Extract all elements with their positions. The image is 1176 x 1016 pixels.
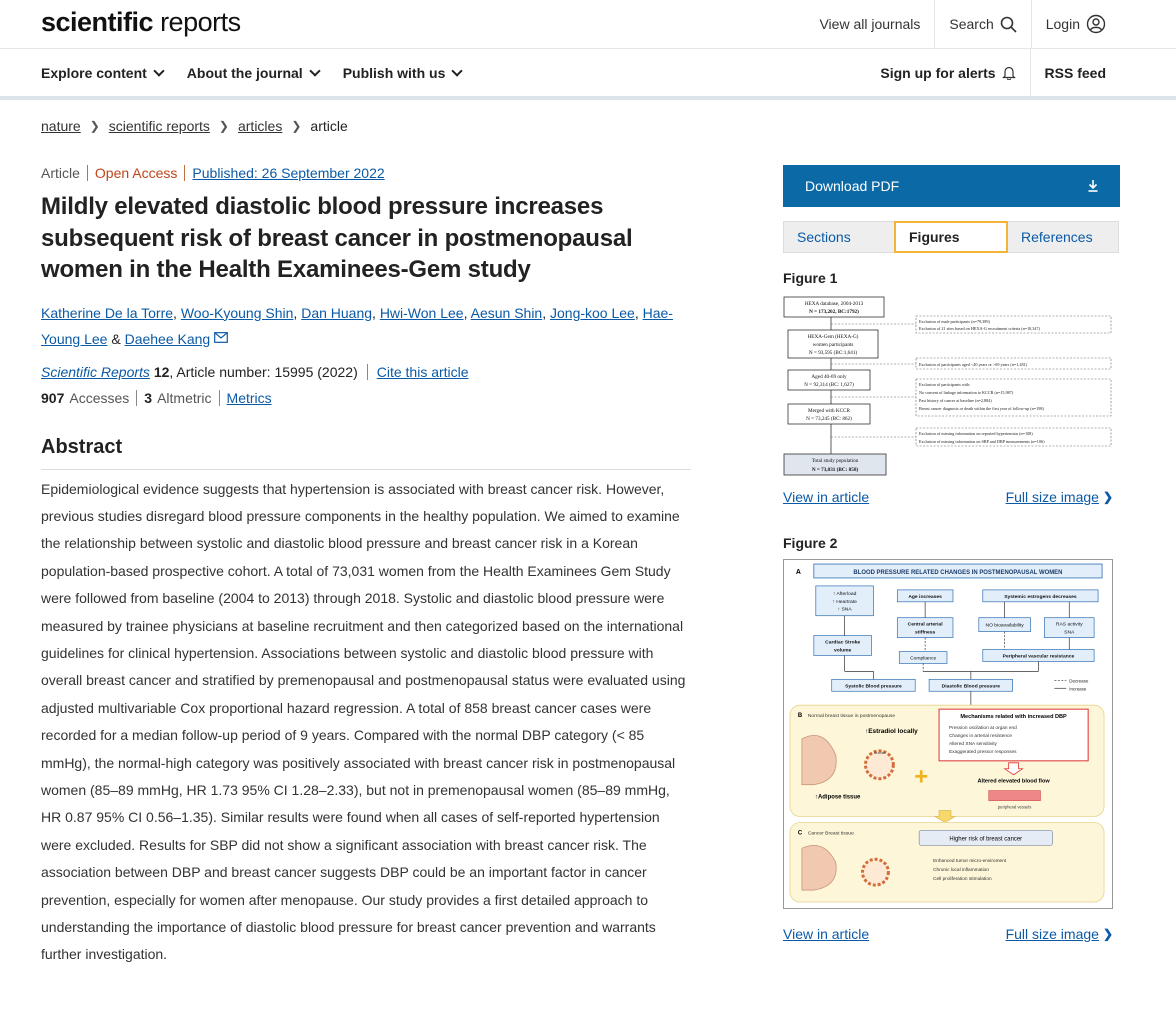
main-nav xyxy=(0,49,1176,100)
fig1-exclusion-text: Past history of cancer at baseline (n=2,884) xyxy=(919,398,992,403)
article-title: Mildly elevated diastolic blood pressure increases subsequent risk of breast cancer in postmenopausal women in the Health Examinees-Gem study xyxy=(41,193,633,283)
abstract-heading: Abstract xyxy=(41,436,691,470)
author-link[interactable]: Katherine De la Torre xyxy=(41,304,174,321)
top-bar xyxy=(0,0,1176,49)
alerts-signup-button[interactable]: Sign up for alerts xyxy=(866,49,1029,96)
chevron-down-icon xyxy=(309,65,320,76)
fig1-box-text: Total study population xyxy=(811,458,859,464)
fig1-box-text: N = 93,595 (BC:1,641) xyxy=(808,350,858,356)
bell-icon xyxy=(1002,65,1016,80)
metrics-link[interactable]: Metrics xyxy=(226,389,272,406)
article-meta xyxy=(41,165,691,181)
article-sidebar xyxy=(783,165,1120,942)
fig1-exclusion-text: Exclusion of missing information on reported hypertension (n=108) xyxy=(919,431,1033,436)
chevron-right-icon: ❯ xyxy=(291,119,302,133)
fig2-box-text: Central arterial xyxy=(907,622,943,628)
chevron-down-icon xyxy=(153,65,164,76)
article-number: , Article number: 15995 (2022) xyxy=(169,363,358,380)
tab-figures[interactable]: Figures xyxy=(894,221,1008,253)
logo-bold-text: scientific xyxy=(41,7,154,37)
cancer-factor-item: Enhanced tumor micro-enviroment xyxy=(933,859,1007,865)
fig1-exclusion-text: Breast cancer diagnosis or death within the first year of follow-up (n=198) xyxy=(919,406,1044,411)
mechanism-item: Changes in arterial resistence xyxy=(948,733,1013,739)
download-icon xyxy=(1088,180,1098,192)
fig2-box-text: RAS activity xyxy=(1055,622,1083,628)
ductal-label: ductal xyxy=(874,749,885,755)
publish-menu[interactable]: Publish with us xyxy=(343,65,462,81)
vessels-label: peripheral vessels xyxy=(997,804,1032,810)
panel-c-title: Cancer Breast tissue xyxy=(807,831,854,837)
fig2-box-text: SNA xyxy=(1064,630,1075,636)
site-logo[interactable] xyxy=(41,7,241,38)
figure1-links xyxy=(783,489,1113,505)
tab-references[interactable]: References xyxy=(1021,229,1093,245)
chevron-right-icon: ❯ xyxy=(89,119,100,133)
panel-a-label: A xyxy=(795,568,801,576)
metrics-line xyxy=(41,390,691,406)
sidebar-tabs xyxy=(783,221,1119,253)
search-button[interactable] xyxy=(935,0,1030,48)
fig1-box-text: women participants xyxy=(812,342,854,348)
search-icon xyxy=(1000,16,1017,33)
breadcrumb-nature[interactable]: nature xyxy=(41,118,81,134)
fig1-box-text: N = 92,314 (BC: 1,627) xyxy=(804,382,854,388)
accesses-count: 907 xyxy=(41,389,65,406)
search-label: Search xyxy=(949,16,994,32)
download-pdf-button[interactable] xyxy=(783,165,1120,207)
chevron-right-icon: ❯ xyxy=(218,119,229,133)
logo-light-text: reports xyxy=(160,7,241,37)
figure2-links xyxy=(783,926,1113,942)
journal-link[interactable]: Scientific Reports xyxy=(41,363,150,380)
fig1-exclusion-text: Exclusion of male participants (n=79,389) xyxy=(919,319,990,324)
chevron-right-icon: ❯ xyxy=(1102,490,1113,504)
figure1-heading: Figure 1 xyxy=(783,270,838,286)
fig1-box-text: HEXA-Gem (HEXA-G) xyxy=(807,334,859,340)
figure1-flowchart[interactable] xyxy=(783,296,1113,476)
fig2-box-text: Systemic estrogens decreases xyxy=(1004,594,1077,600)
tab-sections[interactable]: Sections xyxy=(797,229,851,245)
fig1-box-text: HEXA database, 2004-2013 xyxy=(804,301,864,307)
mechanism-item: Altered SNA sensitivity xyxy=(948,741,997,747)
panel-b-title: Normal breast tissue in postmenopause xyxy=(807,714,896,720)
fig2-box-text: Age increases xyxy=(908,594,942,600)
fig2-box-text: Systolic Blood pressure xyxy=(845,684,902,690)
open-access-badge: Open Access xyxy=(94,165,178,181)
breadcrumb-current: article xyxy=(310,118,348,134)
adipose-label: ↑Adipose tissue xyxy=(815,794,861,801)
fig1-box-text: N = 73,245 (BC: 862) xyxy=(806,416,852,422)
explore-content-menu[interactable]: Explore content xyxy=(41,65,163,81)
fig2-box-text: volume xyxy=(833,648,852,654)
abstract-text: Epidemiological evidence suggests that hypertension is associated with breast cancer risk. However, previous studies disregard blood pressure components in the healthy population. We aimed to examine the relationship between systolic and diastolic blood pressure and breast cancer risk in a Korean population-based prospective cohort. A total of 73,031 women from the Health Examinees Gem Study were followed from baseline (2004 to 2013) through 2018. Systolic and diastolic blood pressure were measured by trainee physicians at baseline recruitment and then categorized based on the international guidelines for clinical hypertension. Associations between systolic and diastolic blood pressure with overall breast cancer and stratified by premenopausal and postmenopausal status were evaluated using adjusted multivariable Cox proportional hazard regression. A total of 858 breast cancer cases were recorded for a median follow-up period of 9 years. Compared with the normal DBP category (< 85 mmHg), the normal-high category was positively associated with breast cancer risk in postmenopausal women (85–89 mmHg, HR 1.73 95% CI 1.28–2.33), but not in premenopausal women (85–89 mmHg, HR 0.87 95% CI 0.56–1.35). Similar results were found when all cases of self-reported hypertension were excluded. Results for SBP did not show a significant association with breast cancer risk. The association between DBP and breast cancer suggests DBP could be an important factor in cancer prevention, especially for women after menopause. Our study provides a first detailed approach to understanding the importance of diastolic blood pressure for breast cancer prevention and warrants further investigation. xyxy=(41,480,686,963)
fig2-box-text: Peripheral vascular resistance xyxy=(1002,654,1075,660)
mechanisms-title: Mechanisms related with increased DBP xyxy=(960,714,1067,721)
fig1-exclusion-text: No consent of linkage information to KCCR (n=15,987) xyxy=(919,390,1014,395)
view-all-journals-link[interactable]: View all journals xyxy=(819,16,921,32)
figure1-view-in-article-link[interactable]: View in article xyxy=(783,489,870,505)
cite-article-link[interactable]: Cite this article xyxy=(376,363,469,380)
fig2-box-text: Diastolic Blood pressure xyxy=(941,684,1001,690)
author-list: Katherine De la Torre, Woo-Kyoung Shin, Dan Huang, Hwi-Won Lee, Aesun Shin, Jong-koo Lee, Hae-Young Lee & Daehee Kang xyxy=(41,304,673,347)
author-link[interactable]: Aesun Shin xyxy=(470,304,543,321)
altmetric-count: 3 xyxy=(144,389,153,406)
fig2-box-text: stiffness xyxy=(914,630,936,636)
fig1-box-text: N = 73,031 (BC: 858) xyxy=(811,467,859,473)
fig1-exclusion-text: Exclusion of participants with: xyxy=(919,382,971,387)
higher-risk-label: Higher risk of breast cancer xyxy=(949,836,1023,843)
figure2-diagram[interactable] xyxy=(783,559,1113,909)
estradiol-label: ↑Estradiol locally xyxy=(864,728,918,736)
fig1-box-text: N = 173,202, BC:1792) xyxy=(809,309,859,315)
breadcrumb-scientific-reports[interactable]: scientific reports xyxy=(108,118,210,134)
rss-feed-link[interactable]: RSS feed xyxy=(1044,64,1106,81)
login-button[interactable] xyxy=(1032,0,1120,48)
fig1-box-text: Merged with KCCR xyxy=(808,408,850,414)
fig2-box-text: NO bioavailability xyxy=(985,623,1024,629)
panel-a-title: BLOOD PRESSURE RELATED CHANGES IN POSTMENOPAUSAL WOMEN xyxy=(853,569,1063,576)
blood-flow-label: Altered elevated blood flow xyxy=(977,778,1050,785)
panel-c-label: C xyxy=(797,830,803,837)
fig2-box-text: ↑ Afterload xyxy=(832,591,857,597)
fig2-box-text: Compliance xyxy=(910,656,937,662)
legend-decrease: Decrease xyxy=(1069,678,1089,684)
citation-line xyxy=(41,364,691,380)
author-link[interactable]: Woo-Kyoung Shin xyxy=(180,304,294,321)
fig1-exclusion-text: Exclusion of participants aged <40 years or >69 years (n=1,281) xyxy=(919,362,1028,367)
email-icon[interactable] xyxy=(214,332,228,343)
fig1-exclusion-text: Exclusion of 21 sites based on HEXA-G recruitment criteria (n=10,347) xyxy=(919,326,1040,331)
chevron-down-icon xyxy=(452,65,463,76)
cancer-factor-item: Cell proliferation stimulation xyxy=(933,877,992,883)
author-link[interactable]: Dan Huang xyxy=(301,304,373,321)
author-link[interactable]: Jong-koo Lee xyxy=(550,304,635,321)
login-label: Login xyxy=(1045,16,1080,32)
mechanism-item: Pression oscilation at organ end xyxy=(948,726,1017,732)
user-icon xyxy=(1086,14,1106,34)
figure2-view-in-article-link[interactable]: View in article xyxy=(783,926,870,942)
altmetric-label: Altmetric xyxy=(157,389,212,406)
figure1-full-size-link[interactable]: Full size image xyxy=(1005,489,1099,505)
author-link[interactable]: Hwi-Won Lee xyxy=(379,304,464,321)
article-type: Article xyxy=(41,165,80,181)
figure2-heading: Figure 2 xyxy=(783,535,838,551)
figure2-full-size-link[interactable]: Full size image xyxy=(1005,926,1099,942)
volume: 12 xyxy=(153,363,170,380)
published-date-link[interactable]: Published: 26 September 2022 xyxy=(192,165,385,181)
breadcrumb xyxy=(41,118,348,134)
cancer-factor-item: Chronic local inflammation xyxy=(933,868,989,874)
fig2-box-text: ↑ Heartrate xyxy=(832,599,857,605)
about-journal-menu[interactable]: About the journal xyxy=(187,65,319,81)
chevron-right-icon: ❯ xyxy=(1102,927,1113,941)
panel-b-label: B xyxy=(797,713,803,720)
breadcrumb-articles[interactable]: articles xyxy=(237,118,283,134)
plus-icon: + xyxy=(914,763,929,791)
author-link[interactable]: Hae-Young Lee xyxy=(41,304,673,347)
article-main xyxy=(41,165,691,969)
download-pdf-label: Download PDF xyxy=(805,178,900,194)
fig2-box-text: ↑ SNA xyxy=(837,607,852,613)
author-link[interactable]: Daehee Kang xyxy=(124,330,211,347)
fig1-box-text: Aged 40-69 only xyxy=(811,374,847,380)
fig2-box-text: Cardiac Stroke xyxy=(825,640,861,646)
accesses-label: Accesses xyxy=(69,389,130,406)
fig1-exclusion-text: Exclusion of missing information on SBP and DBP measurements (n=106) xyxy=(919,439,1045,444)
mechanism-item: Exaggerated pressor responses xyxy=(948,749,1017,755)
legend-increase: Increase xyxy=(1069,686,1087,692)
